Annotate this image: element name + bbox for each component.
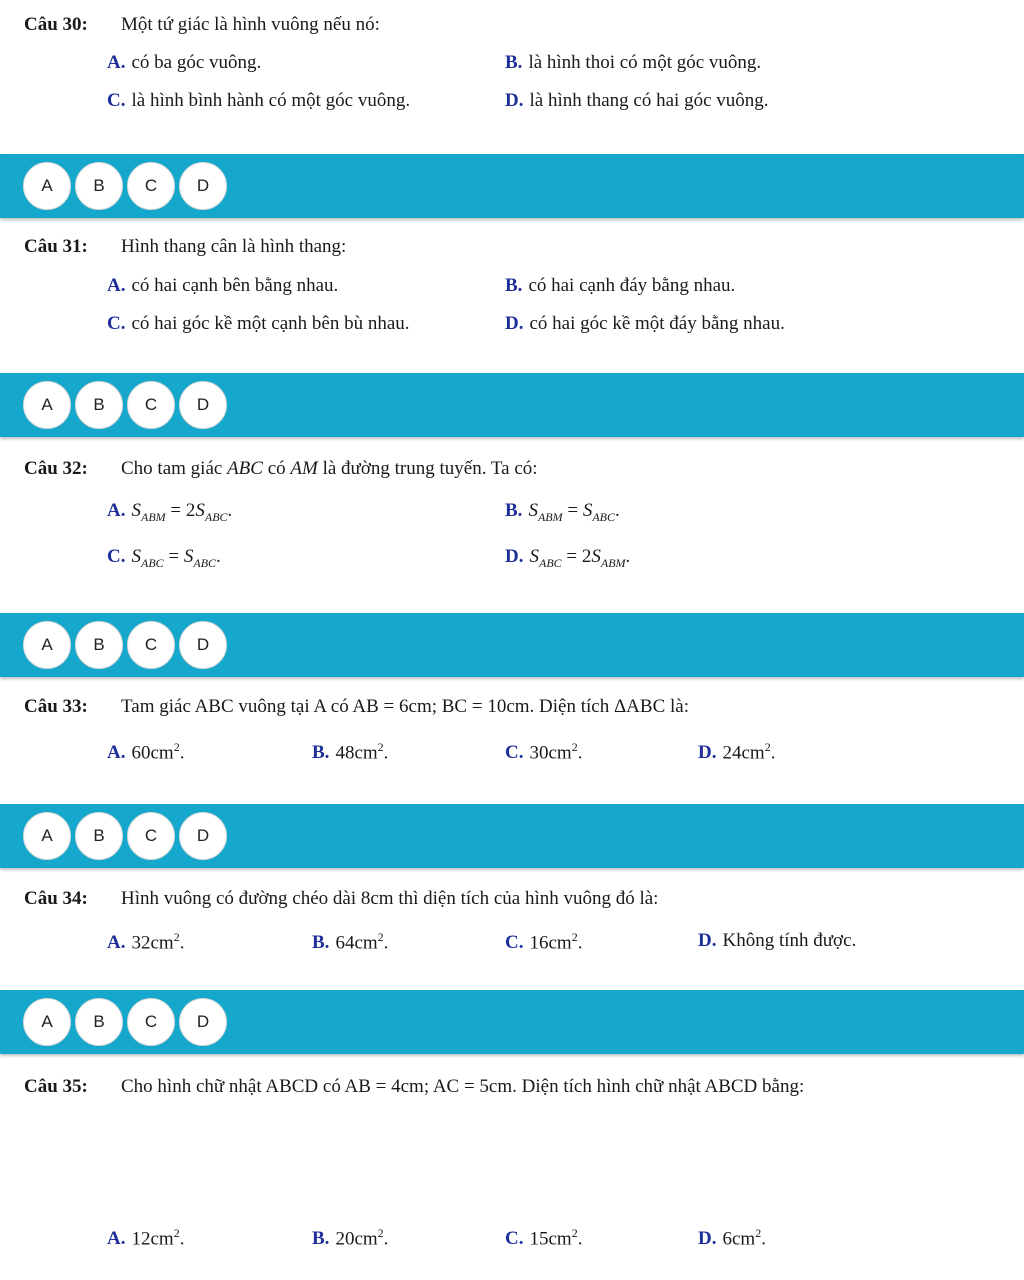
option-c: C. $15cm^2$. xyxy=(505,1226,583,1250)
answer-bar-q33 xyxy=(0,804,1024,868)
answer-button-d[interactable]: D xyxy=(179,381,227,429)
question-text: Tam giác ABC vuông tại A có AB = 6cm; BC = 10cm. Diện tích ΔABC là: xyxy=(121,696,689,717)
answer-button-d[interactable]: D xyxy=(179,162,227,210)
option-a: A. $60cm^2$. xyxy=(107,740,185,764)
question-number: Câu 33: xyxy=(24,696,88,717)
answer-button-d[interactable]: D xyxy=(179,998,227,1046)
answer-button-d[interactable]: D xyxy=(179,812,227,860)
question-number: Câu 35: xyxy=(24,1076,88,1097)
question-33 xyxy=(0,682,1024,802)
answer-button-c[interactable]: C xyxy=(127,621,175,669)
option-c: C. $S_{ABC} = S_{ABC}$. xyxy=(107,546,221,570)
option-c: C. là hình bình hành có một góc vuông. xyxy=(107,90,411,111)
option-b: B. có hai cạnh đáy bằng nhau. xyxy=(505,275,736,296)
question-number: Câu 34: xyxy=(24,888,88,909)
option-c: C. $16cm^2$. xyxy=(505,930,583,954)
option-a: A. $12cm^2$. xyxy=(107,1226,185,1250)
answer-button-b[interactable]: B xyxy=(75,162,123,210)
answer-button-b[interactable]: B xyxy=(75,621,123,669)
option-d: D. $S_{ABC} = 2S_{ABM}$. xyxy=(505,546,631,570)
question-text: Một tứ giác là hình vuông nếu nó: xyxy=(121,14,380,35)
question-text: Hình vuông có đường chéo dài 8cm thì diện tích của hình vuông đó là: xyxy=(121,888,659,909)
option-b: B. là hình thoi có một góc vuông. xyxy=(505,52,762,73)
question-text: Hình thang cân là hình thang: xyxy=(121,236,347,257)
option-a: A. có hai cạnh bên bằng nhau. xyxy=(107,275,339,296)
question-34 xyxy=(0,874,1024,988)
answer-button-a[interactable]: A xyxy=(23,381,71,429)
answer-button-b[interactable]: B xyxy=(75,812,123,860)
option-c: C. có hai góc kề một cạnh bên bù nhau. xyxy=(107,313,410,334)
answer-bar-q34 xyxy=(0,990,1024,1054)
option-a: A. có ba góc vuông. xyxy=(107,52,262,73)
answer-button-d[interactable]: D xyxy=(179,621,227,669)
question-number: Câu 32: xyxy=(24,458,88,479)
answer-button-c[interactable]: C xyxy=(127,998,175,1046)
option-d: D. $6cm^2$. xyxy=(698,1226,766,1250)
question-30 xyxy=(0,0,1024,152)
question-text: Cho hình chữ nhật ABCD có AB = 4cm; AC = 5cm. Diện tích hình chữ nhật ABCD bằng: xyxy=(121,1076,805,1097)
option-a: A. $S_{ABM} = 2S_{ABC}$. xyxy=(107,500,233,524)
option-c: C. $30cm^2$. xyxy=(505,740,583,764)
answer-bar-q30 xyxy=(0,154,1024,218)
option-d: D. là hình thang có hai góc vuông. xyxy=(505,90,769,111)
option-d: D. Không tính được. xyxy=(698,930,857,951)
answer-button-b[interactable]: B xyxy=(75,381,123,429)
question-text: Cho tam giác ABC có AM là đường trung tuyến. Ta có: xyxy=(121,458,538,479)
option-d: D. $24cm^2$. xyxy=(698,740,776,764)
option-b: B. $64cm^2$. xyxy=(312,930,389,954)
question-35 xyxy=(0,1060,1024,1280)
answer-button-a[interactable]: A xyxy=(23,998,71,1046)
answer-bar-q31 xyxy=(0,373,1024,437)
question-31 xyxy=(0,222,1024,370)
answer-button-c[interactable]: C xyxy=(127,381,175,429)
option-a: A. $32cm^2$. xyxy=(107,930,185,954)
option-b: B. $48cm^2$. xyxy=(312,740,389,764)
option-b: B. $20cm^2$. xyxy=(312,1226,389,1250)
answer-button-a[interactable]: A xyxy=(23,162,71,210)
answer-button-a[interactable]: A xyxy=(23,812,71,860)
answer-button-b[interactable]: B xyxy=(75,998,123,1046)
option-d: D. có hai góc kề một đáy bằng nhau. xyxy=(505,313,785,334)
option-b: B. $S_{ABM} = S_{ABC}$. xyxy=(505,500,620,524)
question-number: Câu 31: xyxy=(24,236,88,257)
question-number: Câu 30: xyxy=(24,14,88,35)
answer-button-c[interactable]: C xyxy=(127,812,175,860)
answer-bar-q32 xyxy=(0,613,1024,677)
answer-button-a[interactable]: A xyxy=(23,621,71,669)
question-32 xyxy=(0,442,1024,610)
answer-button-c[interactable]: C xyxy=(127,162,175,210)
